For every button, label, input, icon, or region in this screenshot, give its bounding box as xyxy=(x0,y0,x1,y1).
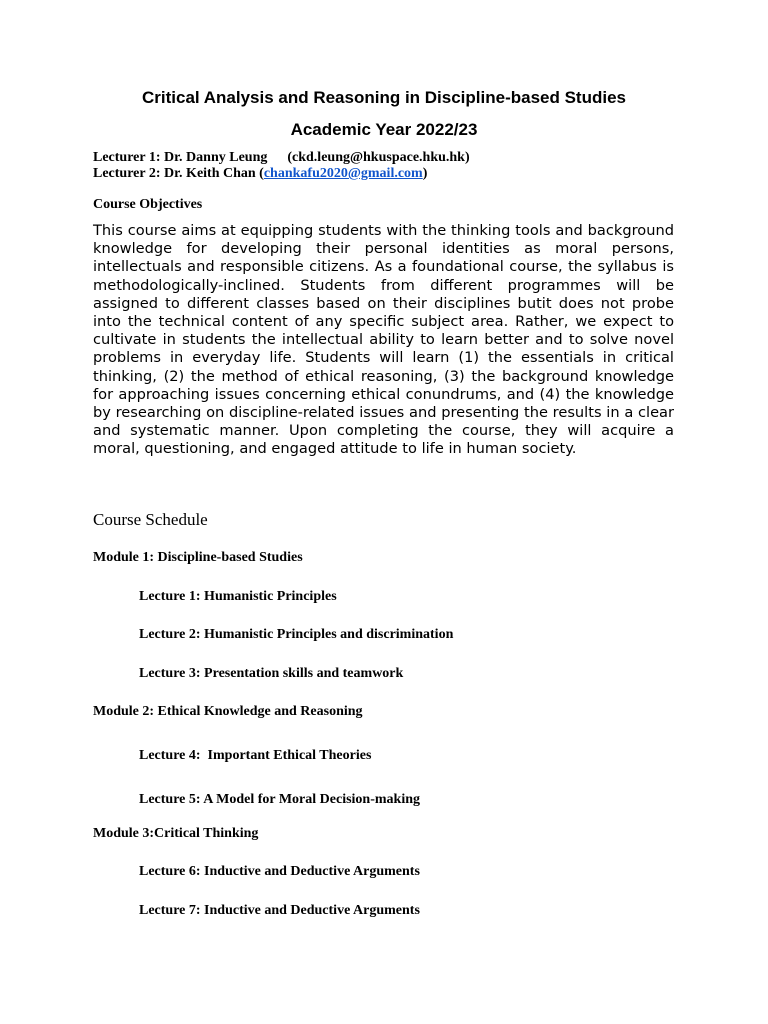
lecturer-1-name: Lecturer 1: Dr. Danny Leung xyxy=(93,150,268,165)
schedule-heading: Course Schedule xyxy=(93,510,208,529)
module-2-heading: Module 2: Ethical Knowledge and Reasoning xyxy=(93,704,363,719)
lecture-7-item: Lecture 7: Inductive and Deductive Arguments xyxy=(139,903,420,918)
module-3-heading: Module 3:Critical Thinking xyxy=(93,826,259,841)
lecture-4-item: Lecture 4: Important Ethical Theories xyxy=(139,748,372,763)
lecture-6-item: Lecture 6: Inductive and Deductive Arguments xyxy=(139,864,420,879)
lecture-2-item: Lecture 2: Humanistic Principles and discrimination xyxy=(139,627,454,642)
lecturer-2-email-link[interactable]: chankafu2020@gmail.com xyxy=(263,166,423,181)
lecturer-2-name: Lecturer 2: Dr. Keith Chan ( xyxy=(93,166,264,181)
lecturer-1-line xyxy=(93,150,470,166)
module-1-heading: Module 1: Discipline-based Studies xyxy=(93,550,303,565)
lecturer-2-line xyxy=(93,166,427,182)
objectives-heading: Course Objectives xyxy=(93,197,203,212)
lecture-1-item: Lecture 1: Humanistic Principles xyxy=(139,589,337,604)
document-title: Critical Analysis and Reasoning in Discipline-based Studies xyxy=(142,88,626,107)
lecturer-1-email: (ckd.leung@hkuspace.hku.hk) xyxy=(287,150,470,165)
objectives-paragraph: This course aims at equipping students with the thinking tools and background knowledge for developing their personal identities as moral persons, intellectuals and responsible citizens. As a foundational course, the syllabus is methodologically-inclined. Students from different programmes will be assigned to different classes based on their disciplines butit does not probe into the technical content of any specific subject area. Rather, we expect to cultivate in students the intellectual ability to learn better and to solve novel problems in everyday life. Students will learn (1) the essentials in critical thinking, (2) the method of ethical reasoning, (3) the background knowledge for approaching issues concerning ethical conundrums, and (4) the knowledge by researching on discipline-related issues and presenting the results in a clear and systematic manner. Upon completing the course, they will acquire a moral, questioning, and engaged attitude to life in human society. xyxy=(93,222,674,458)
lecture-5-item: Lecture 5: A Model for Moral Decision-making xyxy=(139,792,420,807)
academic-year: Academic Year 2022/23 xyxy=(290,120,478,139)
lecture-3-item: Lecture 3: Presentation skills and teamwork xyxy=(139,666,404,681)
lecturer-2-suffix: ) xyxy=(422,166,428,181)
